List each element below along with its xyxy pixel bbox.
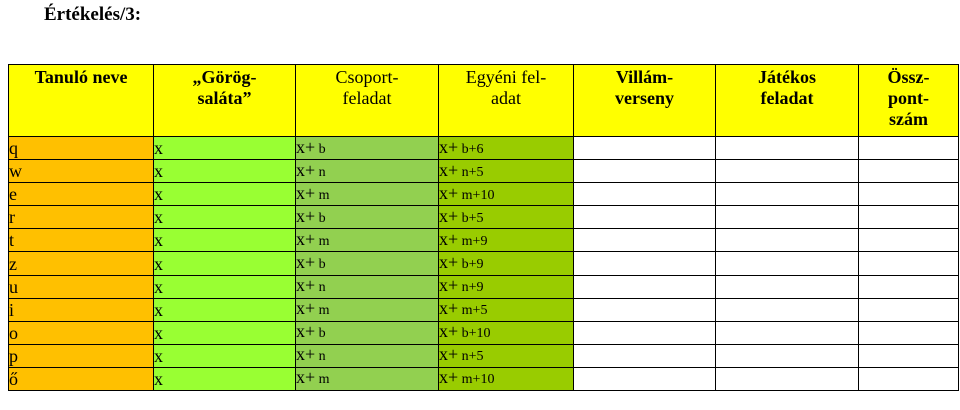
cell-csoport-feladat bbox=[296, 160, 439, 183]
csop-variable: m bbox=[315, 233, 330, 249]
cell-jatekos-feladat bbox=[716, 275, 859, 298]
csop-variable: b bbox=[315, 141, 326, 157]
table-row bbox=[9, 206, 959, 229]
cell-gorog-salata bbox=[154, 206, 296, 229]
cell-egyeni-feladat bbox=[439, 183, 574, 206]
cell-student-name bbox=[9, 321, 154, 344]
header-ossz-line3: szám bbox=[889, 109, 928, 129]
header-ossz-line2: pont- bbox=[887, 88, 929, 108]
csop-x: x+ bbox=[296, 344, 316, 365]
student-name: e bbox=[9, 184, 17, 205]
csop-x: x+ bbox=[296, 228, 316, 249]
egyeni-variable: n+5 bbox=[458, 164, 484, 180]
egyeni-x: x+ bbox=[439, 205, 459, 226]
csop-x: x+ bbox=[296, 252, 316, 273]
header-jatekos-feladat bbox=[716, 65, 859, 137]
cell-csoport-feladat bbox=[296, 206, 439, 229]
cell-csoport-feladat bbox=[296, 344, 439, 367]
egyeni-variable: n+5 bbox=[458, 349, 484, 365]
header-csoport-feladat bbox=[296, 65, 439, 137]
cell-egyeni-feladat bbox=[439, 137, 574, 160]
egyeni-variable: m+9 bbox=[458, 233, 488, 249]
cell-egyeni-feladat bbox=[439, 252, 574, 275]
gorog-value: x bbox=[154, 345, 163, 366]
cell-csoport-feladat bbox=[296, 367, 439, 390]
student-name: t bbox=[9, 230, 15, 251]
cell-gorog-salata bbox=[154, 229, 296, 252]
cell-gorog-salata bbox=[154, 321, 296, 344]
student-name: q bbox=[9, 138, 18, 159]
csop-variable: m bbox=[315, 303, 330, 319]
cell-egyeni-feladat bbox=[439, 344, 574, 367]
egyeni-variable: b+6 bbox=[458, 141, 484, 157]
cell-osszpontszam bbox=[859, 367, 959, 390]
gorog-value: x bbox=[154, 230, 163, 251]
student-name: w bbox=[9, 161, 22, 182]
gorog-value: x bbox=[154, 253, 163, 274]
table-row bbox=[9, 137, 959, 160]
egyeni-variable: b+9 bbox=[458, 257, 484, 273]
cell-student-name bbox=[9, 183, 154, 206]
egyeni-x: x+ bbox=[439, 228, 459, 249]
csop-x: x+ bbox=[296, 298, 316, 319]
gorog-value: x bbox=[154, 161, 163, 182]
egyeni-variable: m+10 bbox=[458, 187, 495, 203]
egyeni-x: x+ bbox=[439, 367, 459, 388]
egyeni-variable: b+10 bbox=[458, 326, 491, 342]
header-villam-line2: verseny bbox=[615, 88, 674, 108]
cell-egyeni-feladat bbox=[439, 160, 574, 183]
cell-osszpontszam bbox=[859, 183, 959, 206]
cell-student-name bbox=[9, 206, 154, 229]
gorog-value: x bbox=[154, 368, 163, 389]
cell-student-name bbox=[9, 344, 154, 367]
gorog-value: x bbox=[154, 299, 163, 320]
student-name: u bbox=[9, 276, 18, 297]
cell-osszpontszam bbox=[859, 275, 959, 298]
cell-student-name bbox=[9, 298, 154, 321]
cell-egyeni-feladat bbox=[439, 275, 574, 298]
cell-gorog-salata bbox=[154, 298, 296, 321]
egyeni-x: x+ bbox=[439, 321, 459, 342]
cell-villamverseny bbox=[574, 160, 716, 183]
cell-student-name bbox=[9, 137, 154, 160]
csop-x: x+ bbox=[296, 205, 316, 226]
cell-egyeni-feladat bbox=[439, 206, 574, 229]
csop-variable: n bbox=[315, 164, 326, 180]
cell-egyeni-feladat bbox=[439, 229, 574, 252]
cell-jatekos-feladat bbox=[716, 298, 859, 321]
egyeni-x: x+ bbox=[439, 136, 459, 157]
egyeni-variable: m+5 bbox=[458, 303, 488, 319]
table-row bbox=[9, 321, 959, 344]
csop-x: x+ bbox=[296, 321, 316, 342]
table-row bbox=[9, 367, 959, 390]
egyeni-x: x+ bbox=[439, 298, 459, 319]
cell-student-name bbox=[9, 229, 154, 252]
csop-x: x+ bbox=[296, 182, 316, 203]
student-name: o bbox=[9, 322, 18, 343]
student-name: i bbox=[9, 299, 15, 320]
egyeni-x: x+ bbox=[439, 252, 459, 273]
cell-osszpontszam bbox=[859, 252, 959, 275]
cell-csoport-feladat bbox=[296, 229, 439, 252]
cell-jatekos-feladat bbox=[716, 160, 859, 183]
header-egyeni-line1: Egyéni fel- bbox=[465, 67, 547, 87]
cell-villamverseny bbox=[574, 367, 716, 390]
cell-villamverseny bbox=[574, 252, 716, 275]
csop-variable: b bbox=[315, 210, 326, 226]
cell-villamverseny bbox=[574, 298, 716, 321]
cell-villamverseny bbox=[574, 137, 716, 160]
cell-gorog-salata bbox=[154, 367, 296, 390]
cell-jatekos-feladat bbox=[716, 206, 859, 229]
student-name: z bbox=[9, 253, 17, 274]
header-csop-line1: Csoport- bbox=[335, 67, 399, 87]
cell-gorog-salata bbox=[154, 275, 296, 298]
cell-csoport-feladat bbox=[296, 137, 439, 160]
header-ossz-line1: Össz- bbox=[887, 67, 930, 87]
csop-variable: m bbox=[315, 372, 330, 388]
cell-student-name bbox=[9, 160, 154, 183]
csop-variable: m bbox=[315, 187, 330, 203]
egyeni-variable: b+5 bbox=[458, 210, 484, 226]
cell-osszpontszam bbox=[859, 344, 959, 367]
egyeni-x: x+ bbox=[439, 344, 459, 365]
cell-villamverseny bbox=[574, 275, 716, 298]
gorog-value: x bbox=[154, 184, 163, 205]
header-csop-line2: feladat bbox=[342, 88, 392, 108]
csop-x: x+ bbox=[296, 367, 316, 388]
cell-osszpontszam bbox=[859, 206, 959, 229]
egyeni-x: x+ bbox=[439, 275, 459, 296]
cell-egyeni-feladat bbox=[439, 367, 574, 390]
cell-gorog-salata bbox=[154, 252, 296, 275]
cell-csoport-feladat bbox=[296, 298, 439, 321]
cell-villamverseny bbox=[574, 183, 716, 206]
table-body bbox=[9, 137, 959, 391]
table-row bbox=[9, 298, 959, 321]
cell-villamverseny bbox=[574, 206, 716, 229]
cell-egyeni-feladat bbox=[439, 298, 574, 321]
csop-x: x+ bbox=[296, 136, 316, 157]
page-title: Értékelés/3: bbox=[44, 4, 142, 25]
cell-csoport-feladat bbox=[296, 252, 439, 275]
cell-osszpontszam bbox=[859, 229, 959, 252]
gorog-value: x bbox=[154, 276, 163, 297]
cell-gorog-salata bbox=[154, 137, 296, 160]
student-name: ő bbox=[9, 368, 18, 389]
cell-gorog-salata bbox=[154, 160, 296, 183]
cell-villamverseny bbox=[574, 321, 716, 344]
cell-jatekos-feladat bbox=[716, 229, 859, 252]
evaluation-table bbox=[8, 64, 959, 391]
cell-csoport-feladat bbox=[296, 183, 439, 206]
header-egyeni-line2: adat bbox=[491, 88, 521, 108]
egyeni-variable: n+9 bbox=[458, 280, 484, 296]
header-jatekos-line2: feladat bbox=[760, 88, 814, 108]
gorog-value: x bbox=[154, 138, 163, 159]
header-gorog-salata bbox=[154, 65, 296, 137]
csop-variable: b bbox=[315, 326, 326, 342]
header-jatekos-line1: Játékos bbox=[758, 67, 816, 87]
cell-jatekos-feladat bbox=[716, 344, 859, 367]
student-name: p bbox=[9, 345, 18, 366]
cell-student-name bbox=[9, 252, 154, 275]
egyeni-variable: m+10 bbox=[458, 372, 495, 388]
header-gorog-line2: saláta” bbox=[197, 88, 252, 108]
table-header-row bbox=[9, 65, 959, 137]
table-row bbox=[9, 160, 959, 183]
gorog-value: x bbox=[154, 207, 163, 228]
table-row bbox=[9, 275, 959, 298]
header-student-name bbox=[9, 65, 154, 137]
cell-osszpontszam bbox=[859, 321, 959, 344]
header-student-name-label: Tanuló neve bbox=[34, 67, 128, 87]
table-row bbox=[9, 229, 959, 252]
table-row bbox=[9, 252, 959, 275]
cell-gorog-salata bbox=[154, 183, 296, 206]
csop-variable: n bbox=[315, 280, 326, 296]
egyeni-x: x+ bbox=[439, 182, 459, 203]
header-egyeni-feladat bbox=[439, 65, 574, 137]
cell-jatekos-feladat bbox=[716, 321, 859, 344]
cell-jatekos-feladat bbox=[716, 367, 859, 390]
header-gorog-line1: „Görög- bbox=[192, 67, 257, 87]
csop-x: x+ bbox=[296, 159, 316, 180]
header-villamverseny bbox=[574, 65, 716, 137]
csop-variable: b bbox=[315, 257, 326, 273]
cell-jatekos-feladat bbox=[716, 137, 859, 160]
gorog-value: x bbox=[154, 322, 163, 343]
cell-jatekos-feladat bbox=[716, 252, 859, 275]
egyeni-x: x+ bbox=[439, 159, 459, 180]
header-villam-line1: Villám- bbox=[615, 67, 674, 87]
table-row bbox=[9, 344, 959, 367]
cell-villamverseny bbox=[574, 344, 716, 367]
cell-osszpontszam bbox=[859, 160, 959, 183]
header-osszpontszam bbox=[859, 65, 959, 137]
cell-gorog-salata bbox=[154, 344, 296, 367]
csop-variable: n bbox=[315, 349, 326, 365]
cell-osszpontszam bbox=[859, 137, 959, 160]
cell-student-name bbox=[9, 367, 154, 390]
csop-x: x+ bbox=[296, 275, 316, 296]
table-row bbox=[9, 183, 959, 206]
cell-egyeni-feladat bbox=[439, 321, 574, 344]
cell-jatekos-feladat bbox=[716, 183, 859, 206]
cell-osszpontszam bbox=[859, 298, 959, 321]
cell-csoport-feladat bbox=[296, 275, 439, 298]
cell-student-name bbox=[9, 275, 154, 298]
cell-csoport-feladat bbox=[296, 321, 439, 344]
student-name: r bbox=[9, 207, 15, 228]
cell-villamverseny bbox=[574, 229, 716, 252]
